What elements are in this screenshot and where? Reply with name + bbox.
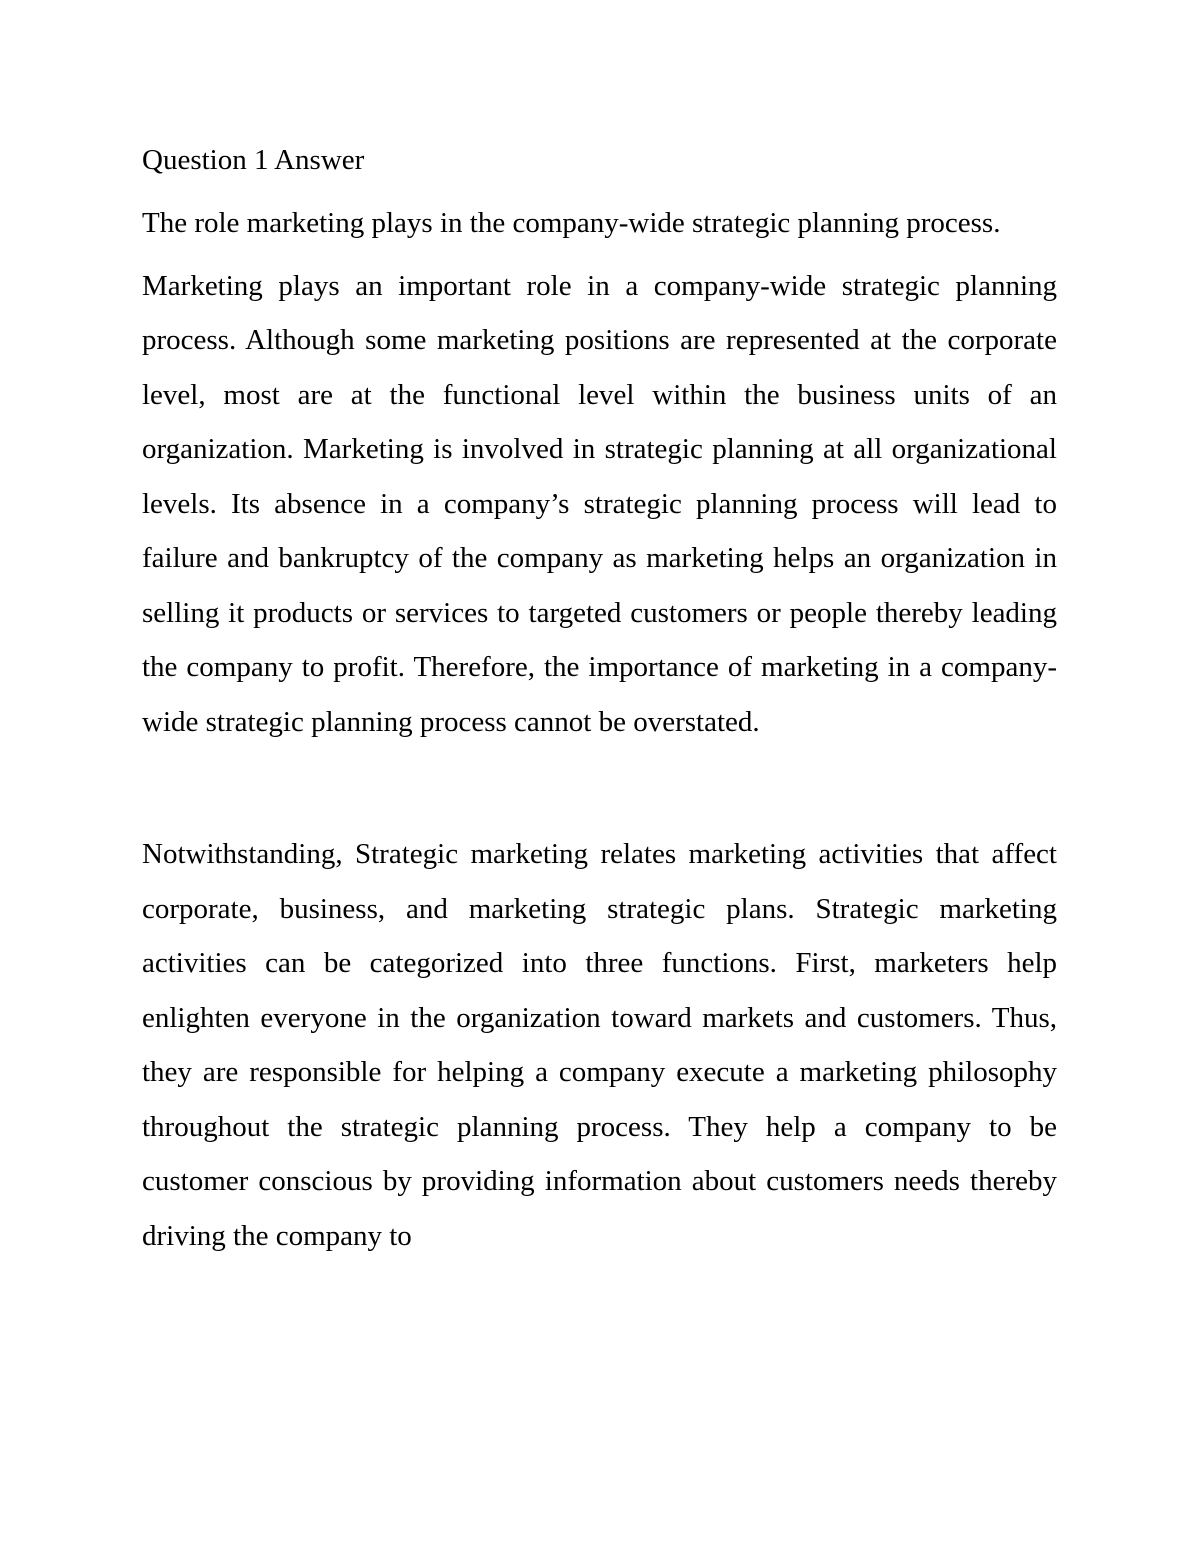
document-body [142,140,1057,1277]
paragraph-spacer [142,763,1057,827]
paragraph-marketing-role: Marketing plays an important role in a company-wide strategic planning process. Although some marketing positions are represented at the corporate level, most are at the functional level within the business units of an organization. Marketing is involved in strategic planning at all organizational levels. Its absence in a company’s strategic planning process will lead to failure and bankruptcy of the company as marketing helps an organization in selling it products or services to targeted customers or people thereby leading the company to profit. Therefore, the importance of marketing in a company-wide strategic planning process cannot be overstated. [142,269,1057,738]
question-heading: Question 1 Answer [142,144,365,176]
question-subtitle: The role marketing plays in the company-wide strategic planning process. [142,207,1001,239]
paragraph-strategic-marketing: Notwithstanding, Strategic marketing relates marketing activities that affect corporate, business, and marketing strategic plans. Strategic marketing activities can be categorized into three functions. First, marketers help enlighten everyone in the organization toward markets and customers. Thus, they are responsible for helping a company execute a marketing philosophy throughout the strategic planning process. They help a company to be customer conscious by providing information about customers needs thereby driving the company to [142,838,1057,1252]
